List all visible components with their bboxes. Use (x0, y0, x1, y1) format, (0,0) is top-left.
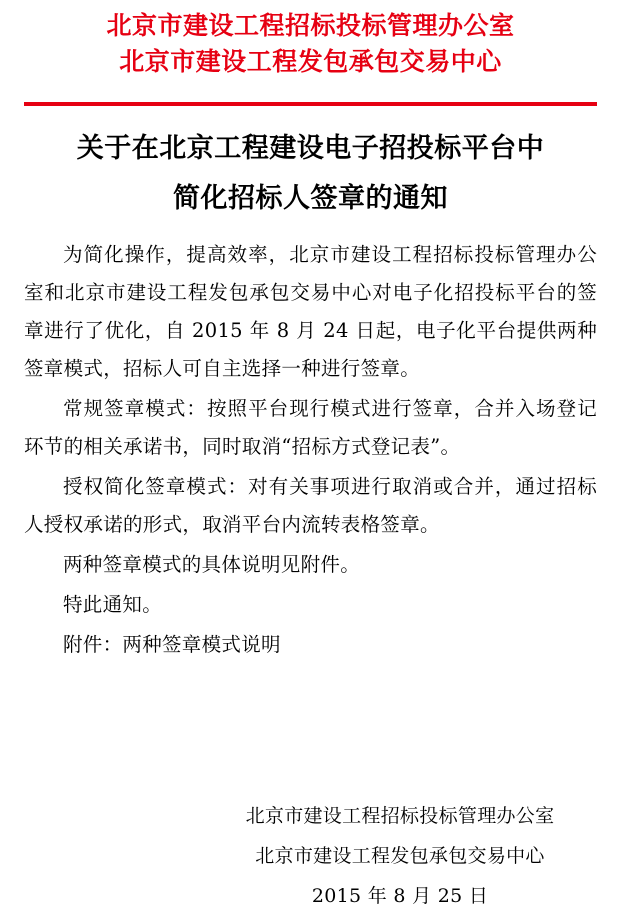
notice-body (24, 236, 597, 666)
signature-org-1: 北京市建设工程招标投标管理办公室 (245, 805, 555, 827)
signature-block (210, 796, 590, 916)
paragraph-simplified-mode: 授权简化签章模式：对有关事项进行取消或合并，通过招标人授权承诺的形式，取消平台内流转表格签章。 (24, 475, 597, 536)
letterhead-org-1: 北京市建设工程招标投标管理办公室 (106, 11, 515, 40)
notice-title (0, 124, 621, 224)
paragraph-closing: 特此通知。 (63, 593, 163, 616)
notice-title-line-2: 简化招标人签章的通知 (173, 183, 448, 214)
paragraph-intro: 为简化操作，提高效率，北京市建设工程招标投标管理办公室和北京市建设工程发包承包交易中心对电子化招投标平台的签章进行了优化，自 2015 年 8 月 24 日起，电子化平台提供两种签章模式，招标人可自主选择一种进行签章。 (24, 243, 597, 380)
paragraph-regular-mode: 常规签章模式：按照平台现行模式进行签章，合并入场登记环节的相关承诺书，同时取消“招标方式登记表”。 (24, 397, 597, 458)
signature-org-2: 北京市建设工程发包承包交易中心 (255, 845, 545, 867)
notice-title-line-1: 关于在北京工程建设电子招投标平台中 (76, 133, 545, 164)
red-divider (24, 102, 597, 106)
signature-date: 2015 年 8 月 25 日 (311, 885, 489, 907)
paragraph-attachment-note: 两种签章模式的具体说明见附件。 (63, 553, 361, 576)
letterhead (0, 8, 621, 80)
paragraph-attachment: 附件：两种签章模式说明 (63, 633, 281, 656)
letterhead-org-2: 北京市建设工程发包承包交易中心 (119, 47, 502, 76)
